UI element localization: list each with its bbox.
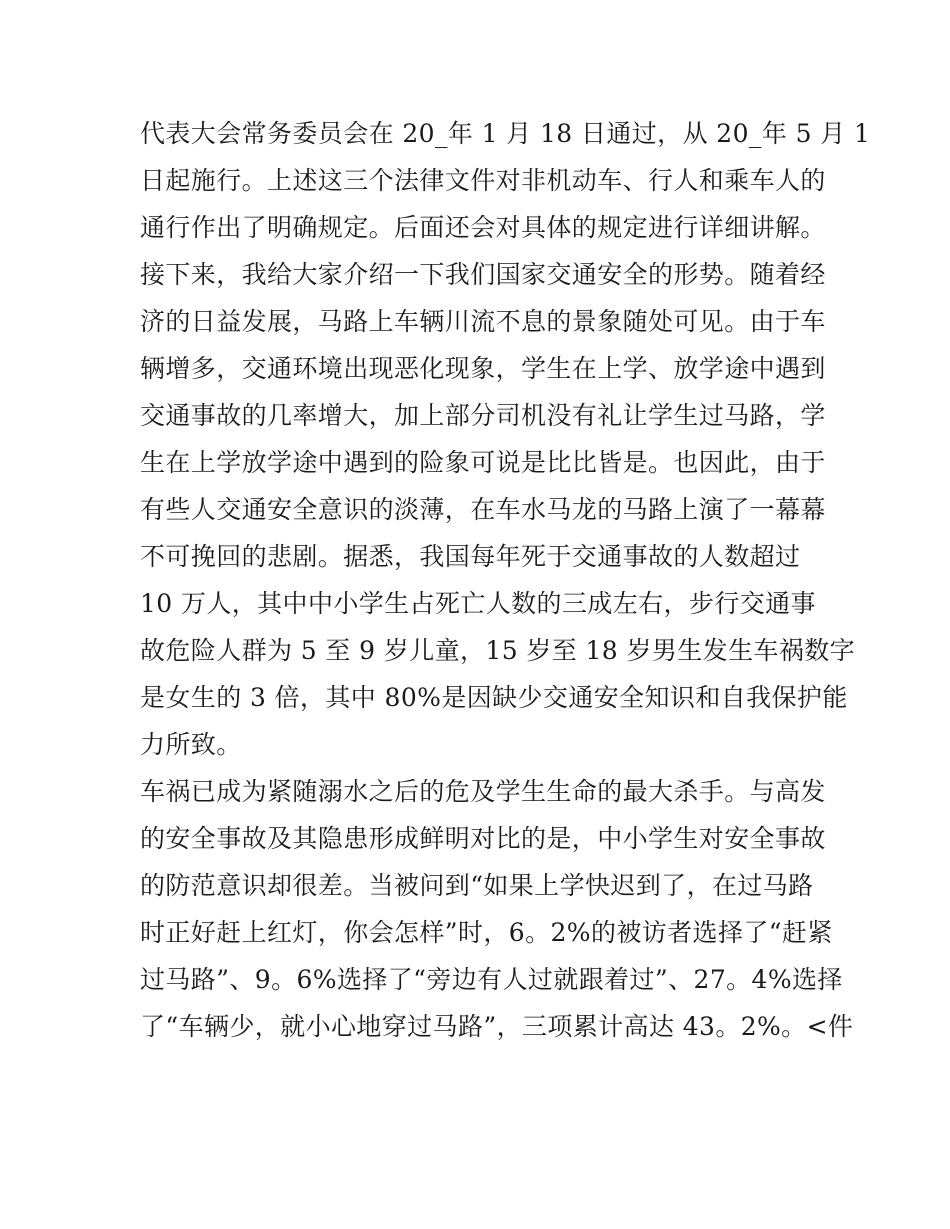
- text-line-2: 日起施行。上述这三个法律文件对非机动车、行人和乘车人的: [140, 166, 826, 195]
- text-line-15: 车祸已成为紧随溺水之后的危及学生生命的最大杀手。与高发: [140, 777, 826, 806]
- text-line-17: 的防范意识却很差。当被问到“如果上学快迟到了，在过马路: [140, 871, 814, 900]
- text-line-1: 代表大会常务委员会在 20_年 1 月 18 日通过，从 20_年 5 月 1: [140, 119, 871, 148]
- text-line-5: 济的日益发展，马路上车辆川流不息的景象随处可见。由于车: [140, 307, 826, 336]
- text-line-4: 接下来，我给大家介绍一下我们国家交通安全的形势。随着经: [140, 260, 826, 289]
- text-line-18: 时正好赶上红灯，你会怎样”时，6。2%的被访者选择了“赶紧: [140, 918, 833, 947]
- body-text: [140, 110, 871, 1050]
- text-line-6: 辆增多，交通环境出现恶化现象，学生在上学、放学途中遇到: [140, 354, 826, 383]
- text-line-16: 的安全事故及其隐患形成鲜明对比的是，中小学生对安全事故: [140, 824, 826, 853]
- text-line-7: 交通事故的几率增大，加上部分司机没有礼让学生过马路，学: [140, 401, 826, 430]
- text-line-9: 有些人交通安全意识的淡薄，在车水马龙的马路上演了一幕幕: [140, 495, 826, 524]
- text-line-10: 不可挽回的悲剧。据悉，我国每年死于交通事故的人数超过: [140, 542, 801, 571]
- text-line-8: 生在上学放学途中遇到的险象可说是比比皆是。也因此，由于: [140, 448, 826, 477]
- text-line-19: 过马路”、9。6%选择了“旁边有人过就跟着过”、27。4%选择: [140, 965, 843, 994]
- text-line-13: 是女生的 3 倍，其中 80%是因缺少交通安全知识和自我保护能: [140, 683, 848, 712]
- text-line-3: 通行作出了明确规定。后面还会对具体的规定进行详细讲解。: [140, 213, 826, 242]
- text-line-11: 10 万人，其中中小学生占死亡人数的三成左右，步行交通事: [140, 589, 816, 618]
- text-line-12: 故危险人群为 5 至 9 岁儿童，15 岁至 18 岁男生发生车祸数字: [140, 636, 856, 665]
- text-line-20: 了“车辆少，就小心地穿过马路”，三项累计高达 43。2%。<件: [140, 1012, 854, 1041]
- text-line-14: 力所致。: [140, 730, 242, 759]
